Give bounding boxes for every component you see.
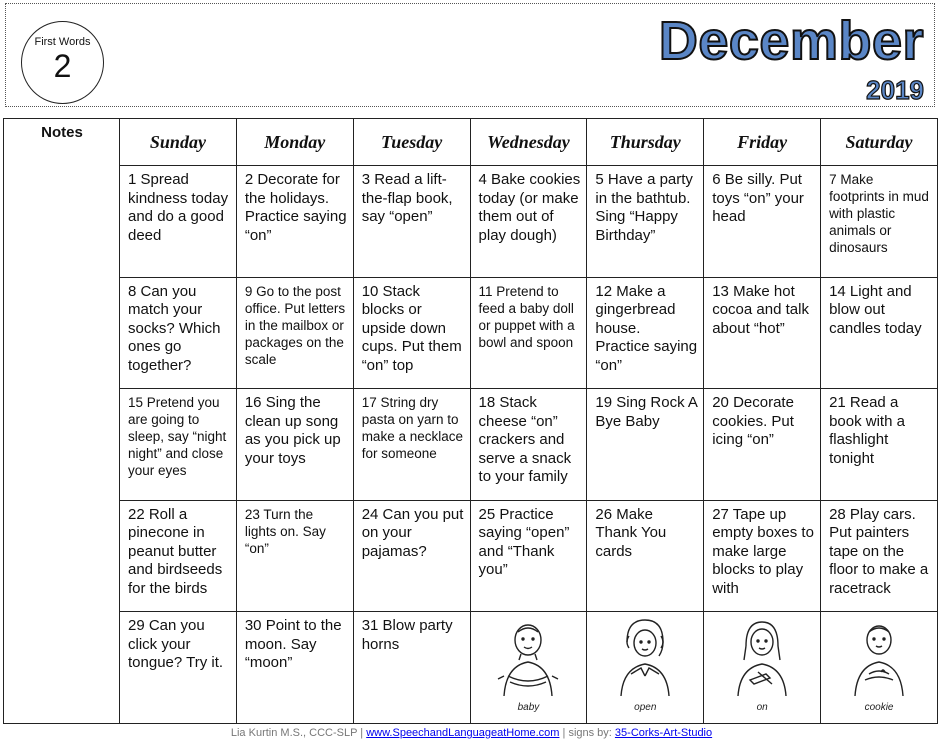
day-activity: 3 Read a lift-the-flap book, say “open” bbox=[361, 171, 453, 226]
weekday-saturday: Saturday bbox=[821, 119, 938, 166]
day-cell bbox=[821, 389, 938, 501]
day-activity: 23 Turn the lights on. Say “on” bbox=[244, 506, 326, 556]
calendar-grid bbox=[119, 118, 938, 724]
footer-credit-link[interactable]: 35-Corks-Art-Studio bbox=[614, 727, 713, 739]
sign-label-baby: baby bbox=[517, 702, 540, 713]
day-activity: 10 Stack blocks or upside down cups. Put them “on” top bbox=[361, 282, 462, 374]
weekday-friday: Friday bbox=[704, 119, 821, 166]
day-activity: 2 Decorate for the holidays. Practice saying “on” bbox=[244, 171, 347, 244]
year-title: 2019 bbox=[866, 75, 924, 105]
day-activity: 19 Sing Rock A Bye Baby bbox=[595, 394, 698, 430]
day-cell bbox=[470, 500, 587, 612]
footer-author: Lia Kurtin M.S., CCC-SLP bbox=[230, 727, 358, 739]
day-cell bbox=[704, 500, 821, 612]
day-cell bbox=[353, 500, 470, 612]
page-footer bbox=[0, 727, 943, 739]
footer-website-link[interactable]: www.SpeechandLanguageatHome.com bbox=[366, 727, 560, 739]
day-activity: 30 Point to the moon. Say “moon” bbox=[244, 617, 342, 672]
weekday-header-row bbox=[120, 119, 938, 166]
day-activity: 8 Can you match your socks? Which ones go together? bbox=[128, 282, 221, 374]
baby-sign-illustration bbox=[488, 618, 568, 698]
day-activity: 24 Can you put on your pajamas? bbox=[361, 505, 464, 560]
day-activity: 22 Roll a pinecone in peanut butter and birdseeds for the birds bbox=[128, 505, 223, 597]
day-cell bbox=[587, 500, 704, 612]
day-cell bbox=[704, 166, 821, 278]
day-cell bbox=[120, 389, 237, 501]
day-activity: 28 Play cars. Put painters tape on the floor to make a racetrack bbox=[829, 505, 929, 597]
first-words-badge bbox=[21, 21, 104, 104]
day-activity: 26 Make Thank You cards bbox=[595, 505, 667, 560]
cookie-sign-illustration bbox=[839, 618, 919, 698]
day-activity: 7 Make footprints in mud with plastic animals or dinosaurs bbox=[829, 172, 929, 256]
day-cell bbox=[587, 277, 704, 389]
day-cell bbox=[120, 277, 237, 389]
day-activity: 6 Be silly. Put toys “on” your head bbox=[712, 171, 804, 226]
day-activity: 25 Practice saying “open” and “Thank you” bbox=[478, 505, 570, 579]
day-activity: 15 Pretend you are going to sleep, say “night night” and close your eyes bbox=[128, 395, 227, 479]
day-cell bbox=[236, 500, 353, 612]
weekday-thursday: Thursday bbox=[587, 119, 704, 166]
day-cell bbox=[470, 389, 587, 501]
day-cell bbox=[821, 166, 938, 278]
week-row-2 bbox=[120, 277, 938, 389]
footer-separator: | bbox=[360, 727, 364, 739]
footer-separator: | bbox=[562, 727, 566, 739]
day-cell bbox=[587, 389, 704, 501]
weekday-sunday: Sunday bbox=[120, 119, 237, 166]
day-cell bbox=[470, 277, 587, 389]
day-activity: 20 Decorate cookies. Put icing “on” bbox=[712, 394, 794, 449]
day-cell bbox=[236, 166, 353, 278]
day-activity: 17 String dry pasta on yarn to make a necklace for someone bbox=[361, 395, 463, 462]
day-activity: 21 Read a book with a flashlight tonight bbox=[829, 394, 905, 467]
day-cell bbox=[236, 612, 353, 724]
day-activity: 14 Light and blow out candles today bbox=[829, 282, 922, 337]
day-cell bbox=[120, 500, 237, 612]
day-activity: 31 Blow party horns bbox=[361, 617, 453, 653]
week-row-3 bbox=[120, 389, 938, 501]
weekday-monday: Monday bbox=[236, 119, 353, 166]
day-activity: 5 Have a party in the bathtub. Sing “Happy Birthday” bbox=[595, 171, 693, 244]
badge-label: First Words bbox=[34, 36, 91, 48]
day-cell bbox=[821, 277, 938, 389]
footer-signs-by: signs by: bbox=[568, 727, 612, 739]
day-activity: 1 Spread kindness today and do a good deed bbox=[128, 171, 229, 244]
week-row-5 bbox=[120, 612, 938, 724]
day-cell bbox=[353, 277, 470, 389]
weekday-tuesday: Tuesday bbox=[353, 119, 470, 166]
day-cell bbox=[587, 166, 704, 278]
on-sign-illustration bbox=[722, 618, 802, 698]
day-activity: 16 Sing the clean up song as you pick up your toys bbox=[244, 394, 341, 467]
day-activity: 9 Go to the post office. Put letters in the mailbox or packages on the scale bbox=[244, 283, 346, 367]
day-activity: 12 Make a gingerbread house. Practice saying “on” bbox=[595, 282, 698, 374]
open-sign-illustration bbox=[605, 618, 685, 698]
day-activity: 11 Pretend to feed a baby doll or puppet with a bowl and spoon bbox=[478, 283, 575, 350]
day-activity: 13 Make hot cocoa and talk about “hot” bbox=[712, 282, 809, 337]
day-cell bbox=[821, 500, 938, 612]
day-activity: 18 Stack cheese “on” crackers and serve a snack to your family bbox=[478, 394, 572, 486]
day-activity: 4 Bake cookies today (or make them out of play dough) bbox=[478, 171, 581, 244]
day-activity: 29 Can you click your tongue? Try it. bbox=[128, 617, 224, 672]
day-cell bbox=[120, 166, 237, 278]
day-cell bbox=[353, 166, 470, 278]
day-activity: 27 Tape up empty boxes to make large blocks to play with bbox=[712, 505, 814, 597]
day-cell bbox=[353, 389, 470, 501]
sign-label-open: open bbox=[634, 702, 657, 713]
sign-label-on: on bbox=[756, 702, 768, 713]
sign-cell-open bbox=[587, 612, 704, 724]
day-cell bbox=[236, 277, 353, 389]
day-cell bbox=[704, 277, 821, 389]
day-cell bbox=[704, 389, 821, 501]
week-row-1 bbox=[120, 166, 938, 278]
day-cell bbox=[236, 389, 353, 501]
badge-number: 2 bbox=[53, 48, 72, 84]
notes-label: Notes bbox=[41, 124, 83, 141]
sign-cell-baby bbox=[470, 612, 587, 724]
sign-cell-cookie bbox=[821, 612, 938, 724]
weekday-wednesday: Wednesday bbox=[470, 119, 587, 166]
week-row-4 bbox=[120, 500, 938, 612]
sign-cell-on bbox=[704, 612, 821, 724]
month-title: December bbox=[658, 11, 924, 71]
sign-label-cookie: cookie bbox=[864, 702, 894, 713]
calendar-header bbox=[5, 3, 935, 107]
day-cell bbox=[120, 612, 237, 724]
notes-column bbox=[3, 118, 120, 724]
day-cell bbox=[470, 166, 587, 278]
day-cell bbox=[353, 612, 470, 724]
